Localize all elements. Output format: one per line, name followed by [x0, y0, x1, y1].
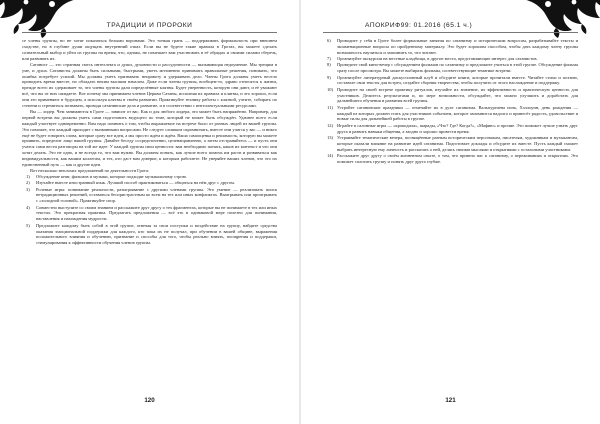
list-item	[323, 75, 578, 87]
list-text: Организуйте литературный дискуссионный клуб и обсудите книги, которые прочитали вместе. Читайте стихи и поэзию, составьте свои тексты для встреч, создайте сборник творчества, чтобы получить от этого наслаждение и поддержку.	[337, 74, 578, 86]
list-text: Ролевые игры: понимание реальности, разыгрывание с другими членами группы. Это умение — реализовать поиск нетрадиционных решений, оставаться беспристрастным ко всем на тех или иных конфликтах. Выигрывать или проигрывать с «холодной головой». Практикуйте спор.	[36, 186, 277, 204]
list-text: Расскажите друг другу о своём жизненном опыте, о том, что привело вас к сатанизму, о переживаниях и открытиях. Это поможет сплотить группу и понять друг друга глубже.	[337, 153, 578, 164]
list-text: Организуйте экскурсии на местные кладбища, в другие места, представляющие интерес для сатанистов.	[337, 56, 538, 62]
list-item	[22, 205, 277, 223]
list-text: Обсуждение книг, фильмов и музыки, которые подходят музыкальному строю.	[36, 173, 188, 179]
list-number: 13)	[327, 135, 333, 140]
activities-list	[22, 174, 277, 246]
list-text: Предложите каждому быть собой в этой группе, отвечая за свои поступки и воздействие на группу, найдите средства оказания эмоциональной поддержки для каждого, кто пока их не получал, при обучении в вашей общине, выражения положительного влияния и обучению, признание и способы для того, чтобы реально влиять, поощрения и поддержки, стимулирования к эффективности обучения членов группы.	[36, 222, 277, 246]
list-item	[323, 38, 578, 56]
list-text: Изучайте вместе иностранный язык. Лучший способ практиковаться — общаться на нём друг с другом.	[36, 180, 236, 186]
running-head: ТРАДИЦИИ И ПРОРОКИ	[106, 22, 193, 29]
list-item	[22, 187, 277, 205]
list-item	[323, 123, 578, 135]
list-number: 3)	[26, 186, 30, 192]
list-text: Устраивайте тематические вечера, посвящённые разным историческим персонажам, писателям, художникам и музыкантам, которые оказали влияние на развитие идей сатанизма. Подготовьте доклады и обсудите их вместе. Пусть каждый сможет выбрать интересную ему личность и рассказать о ней, делясь своими мыслями и открытиями с остальными участниками.	[337, 135, 578, 152]
list-number: 4)	[26, 204, 30, 210]
list-item	[323, 62, 578, 74]
list-item	[22, 180, 277, 186]
page-body	[22, 38, 277, 247]
list-number: 8)	[327, 62, 331, 68]
page-number: 120	[144, 397, 155, 404]
paragraph: се члены группы, но не хотят показаться белыми воронами. Это тонкая грань — поддерживать формальность при внешнем сходстве, но в глубине души ощущать внутренний отказ. Если вы не будете такие правила в Гротах, вы можете сделать сознательный выбор и уйти из группы на время, что, однако, не помешает вам участвовать в её обрядах и своими силами сберечь, или развивать их.	[22, 38, 277, 61]
list-number: 2)	[26, 180, 30, 186]
list-number: 5)	[26, 222, 30, 228]
list-text: Устройте сатанинские праздники — отмечайте их в духе сатанизма. Вальпургиева ночь, Хэллоуин, день рождения — каждый из которых должен стать для участников событием, которое запомнится надолго и принесёт радость, удовольствие и новые силы для дальнейшей работы в группе.	[337, 104, 578, 122]
list-item	[323, 56, 578, 62]
list-text: Проводите на своей встрече практику ритуалов, изучайте их значение, их эффективность и практическую ценность для участников. Делитесь результатами и, по мере возможности, обсуждайте, что можно улучшить и доработать для дальнейшего обучения и развития всей группы.	[337, 86, 578, 104]
list-intro: Вот несколько неплохих предложений по деятельности Грота:	[30, 168, 150, 174]
header-rule	[22, 32, 277, 33]
running-head: АПОКРИФ99: 01.2016 (65.1 ч.)	[365, 22, 473, 29]
paragraph: Вы — лидер. Чем занимаются в Гроте — зависит от вас. Как и для любого лидера, это может быть напряжённо. Например, для первой встречи вы должны уметь сами подготовить ведущего по теме, который не может быть обсуждён. Удачнее всего если каждый участвует одновременно. Вам надо помнить о том, чтобы выражаемое на встрече было от разных людей из вашей группы. Это поможет, что каждый приходит с вызванными вопросами. Не следует слишком скромничать, вместе они учатся у вас — и никто ещё не будет говорить слова, которые сразу все идеи, а мы просто ждём и ждём. Ваша самооценка и решимость, которую вы можете проявить, определит лицо вашей группы. Давайте беседу сосредоточенно, целенаправленно, а затем отстраняйтесь — и пусть они учатся сами вести разговоры на той же идее. У каждой группы свои ценности: вам необходимо понять, каков их контекст и что они хотят делать. Это не одно, и не всегда то, что вам нужно. Вы должны понять, как лучше всего помочь им расти и развиваться как индивидуальности, как вашим коллегам, и тех, кто даст вам доверие, к которым работаете. Не уверяйте ваших членов, что это их единственный путь — как и другие идеи.	[22, 109, 277, 167]
list-number: 9)	[327, 74, 331, 80]
list-item	[323, 87, 578, 105]
header-rule	[323, 32, 578, 33]
list-text: Играйте в салонные игры — «крокодила», шарады, «Что? Где? Когда?», «Мафию» и прочие. Это поможет лучше узнать друг друга и развить навыки общения, а заодно и хорошо провести время.	[337, 122, 578, 134]
list-number: 10)	[327, 86, 333, 92]
paragraph: Сатанист — это странная смесь интеллекта и души, духовности и рассудочности — вызывающая недоумение. Мы трещим в уме, и душа. Сатанисты должны быть сильными, быстрыми, уметь мгновенно принимать правильные решения, понимать, что ошибка потребует усилий. Мы должны уметь признавать неправоту и удерживать дело. Члены Грота должны уметь весело проводить время вместе, но обладать неким высшим началом. Даже если члены группы, вообщем-то, здраво относятся к жизни, прежде всего их сдерживает то, что члены группы дали определённые клятвы. Будет уверенность, которую они дают, и её уважают всё, что вы от них ожидаете. Вот почему мы принимаем членов Церкви Сатаны, исполняя их правила и клятвы, и это хорошо, если они это применяют в будущем, а используя клятвы в своём развитии. Практикуйте технику работы с клятвой, учтите, собирать по степени и стремиться познавать, проводя сатанинские дела и развитие, и в соответствии с интеллектуальными ресурсами.	[22, 61, 277, 108]
list-number: 1)	[26, 173, 30, 179]
list-text: Проводите у себя в Гроте более формальные занятия по сатанизму и историческим вопросам, разрабатывайте тексты и экзаменационные вопросы по пройденному материалу. Это будет хорошим способом, чтобы дать каждому члену группы возможность научиться и запомнить то, что читают.	[337, 38, 578, 55]
list-item	[323, 105, 578, 123]
list-number: 14)	[327, 153, 333, 159]
right-page	[301, 0, 600, 424]
list-number: 7)	[327, 56, 331, 62]
list-item	[22, 174, 277, 180]
page-number: 121	[445, 397, 456, 404]
left-page	[0, 0, 299, 424]
list-number: 6)	[327, 38, 331, 43]
page-body	[323, 38, 578, 165]
list-text: Совместно выступите со своим знанием и расскажите друг другу о тех фрагментах, которые вы не понимаете в тех или иных текстах. Это прекрасная практика. Предлагать предложения — всё это в одинаковой мере полезно для понимания, наставления и нахождения мудрости.	[36, 204, 277, 222]
list-item	[323, 153, 578, 165]
list-text: Проведите свой кино-вечер с обсуждением фильмов по сатанизму и предложите учиться в этой группе. Обсуждение фильма сразу после просмотра. Вы можете выбирать фильмы, соответствующие тематике встречи.	[337, 62, 578, 74]
list-item	[323, 135, 578, 153]
list-number: 12)	[327, 122, 333, 128]
list-number: 11)	[327, 104, 333, 110]
activities-list-continued	[323, 38, 578, 165]
list-item	[22, 223, 277, 246]
